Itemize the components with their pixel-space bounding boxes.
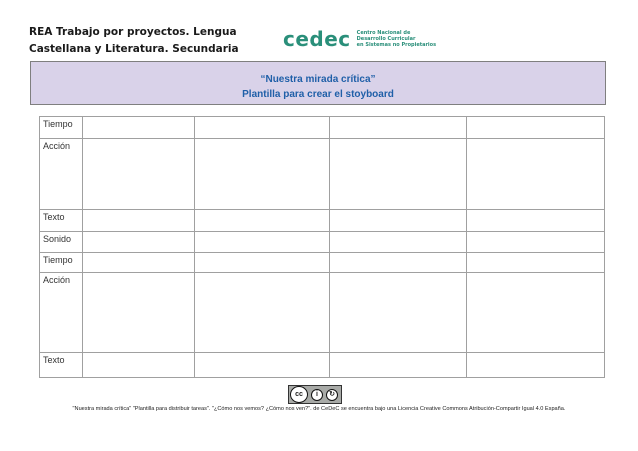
tiempo-cell-4[interactable] <box>467 253 605 273</box>
texto-cell-3[interactable] <box>330 353 467 378</box>
logo-wordmark: cedec <box>283 27 351 51</box>
header-title-line-2: Castellana y Literatura. Secundaria <box>29 43 239 55</box>
logo-subtitle-line-1: Centro Nacional de <box>356 30 411 36</box>
table-row-tiempo <box>40 253 606 273</box>
sonido-cell-4[interactable] <box>467 232 605 253</box>
texto-cell-2[interactable] <box>195 353 330 378</box>
table-edge <box>605 232 606 253</box>
table-edge <box>605 139 606 210</box>
title-banner <box>30 61 606 105</box>
sonido-cell-1[interactable] <box>83 232 195 253</box>
tiempo-cell-2[interactable] <box>195 253 330 273</box>
row-label-tiempo: Tiempo <box>40 253 83 273</box>
storyboard-table-1 <box>39 116 606 253</box>
accion-cell-2[interactable] <box>195 273 330 353</box>
attribution-icon: i <box>311 389 323 401</box>
texto-cell-1[interactable] <box>83 210 195 232</box>
texto-cell-4[interactable] <box>467 210 605 232</box>
sonido-cell-3[interactable] <box>330 232 467 253</box>
cc-icon: cc <box>290 386 308 403</box>
accion-cell-4[interactable] <box>467 273 605 353</box>
banner-subtitle: Plantilla para crear el stoyboard <box>242 89 394 100</box>
table-edge <box>605 253 606 273</box>
table-edge <box>605 117 606 139</box>
accion-cell-3[interactable] <box>330 273 467 353</box>
tiempo-cell-3[interactable] <box>330 117 467 139</box>
tiempo-cell-2[interactable] <box>195 117 330 139</box>
storyboard-table-2 <box>39 252 606 378</box>
row-label-accion: Acción <box>40 273 83 353</box>
texto-cell-1[interactable] <box>83 353 195 378</box>
table-row-texto <box>40 353 606 378</box>
row-label-texto: Texto <box>40 210 83 232</box>
license-footer: "Nuestra mirada crítica" "Plantilla para distribuir tareas". "¿Cómo nos vemos? ¿Cómo nos ven?". de CeDeC se encuentra bajo una Licencia Creative Commons Atribución-Compartir Igual 4.0 España. <box>72 406 566 412</box>
table-row-accion <box>40 139 606 210</box>
row-label-accion: Acción <box>40 139 83 210</box>
table-row-texto <box>40 210 606 232</box>
document-header-title <box>29 24 259 58</box>
tiempo-cell-3[interactable] <box>330 253 467 273</box>
sonido-cell-2[interactable] <box>195 232 330 253</box>
banner-title: “Nuestra mirada crítica” <box>260 74 376 85</box>
table-edge <box>605 210 606 232</box>
accion-cell-3[interactable] <box>330 139 467 210</box>
cedec-logo <box>283 24 436 54</box>
tiempo-cell-1[interactable] <box>83 253 195 273</box>
tiempo-cell-1[interactable] <box>83 117 195 139</box>
logo-subtitle-line-3: en Sistemas no Propietarios <box>356 42 437 48</box>
logo-subtitle <box>357 30 436 48</box>
row-label-sonido: Sonido <box>40 232 83 253</box>
logo-subtitle-line-2: Desarrollo Curricular <box>356 36 416 42</box>
creative-commons-badge[interactable] <box>288 385 342 404</box>
row-label-texto: Texto <box>40 353 83 378</box>
texto-cell-4[interactable] <box>467 353 605 378</box>
header-title-line-1: REA Trabajo por proyectos. Lengua <box>29 26 237 38</box>
texto-cell-3[interactable] <box>330 210 467 232</box>
accion-cell-1[interactable] <box>83 273 195 353</box>
tiempo-cell-4[interactable] <box>467 117 605 139</box>
table-row-accion <box>40 273 606 353</box>
accion-cell-4[interactable] <box>467 139 605 210</box>
row-label-tiempo: Tiempo <box>40 117 83 139</box>
table-row-tiempo <box>40 117 606 139</box>
table-edge <box>605 273 606 353</box>
accion-cell-1[interactable] <box>83 139 195 210</box>
table-edge <box>605 353 606 378</box>
accion-cell-2[interactable] <box>195 139 330 210</box>
table-row-sonido <box>40 232 606 253</box>
share-alike-icon: ↻ <box>326 389 338 401</box>
texto-cell-2[interactable] <box>195 210 330 232</box>
